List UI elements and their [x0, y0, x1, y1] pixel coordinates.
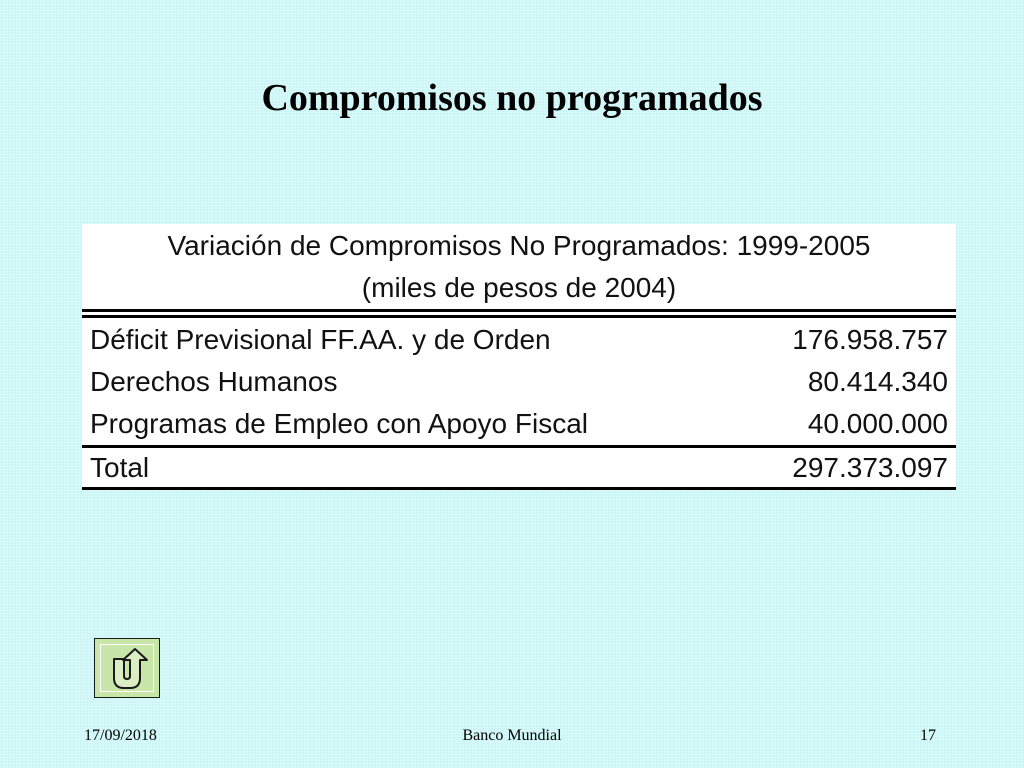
footer-page-number: 17 [920, 727, 936, 744]
total-label: Total [90, 451, 150, 483]
slide-title: Compromisos no programados [261, 77, 763, 119]
table-header [82, 224, 956, 309]
footer-organization: Banco Mundial [462, 727, 562, 744]
commitments-table [82, 224, 956, 490]
total-row [82, 445, 956, 490]
total-value: 297.373.097 [792, 451, 948, 483]
table-header-title: Variación de Compromisos No Programados: 1999-2005 [167, 230, 871, 261]
table-row [82, 361, 956, 403]
table-row [82, 319, 956, 361]
row-label: Derechos Humanos [90, 366, 338, 397]
row-label: Programas de Empleo con Apoyo Fiscal [90, 408, 589, 439]
row-value: 40.000.000 [807, 408, 948, 439]
header-divider [82, 309, 956, 318]
table-header-subtitle: (miles de pesos de 2004) [361, 272, 677, 303]
footer-date: 17/09/2018 [84, 727, 157, 744]
row-label: Déficit Previsional FF.AA. y de Orden [90, 324, 551, 355]
table-row [82, 403, 956, 445]
row-value: 176.958.757 [792, 324, 948, 355]
row-value: 80.414.340 [807, 366, 948, 397]
back-button[interactable] [94, 638, 160, 698]
return-arrow-icon [103, 645, 153, 693]
